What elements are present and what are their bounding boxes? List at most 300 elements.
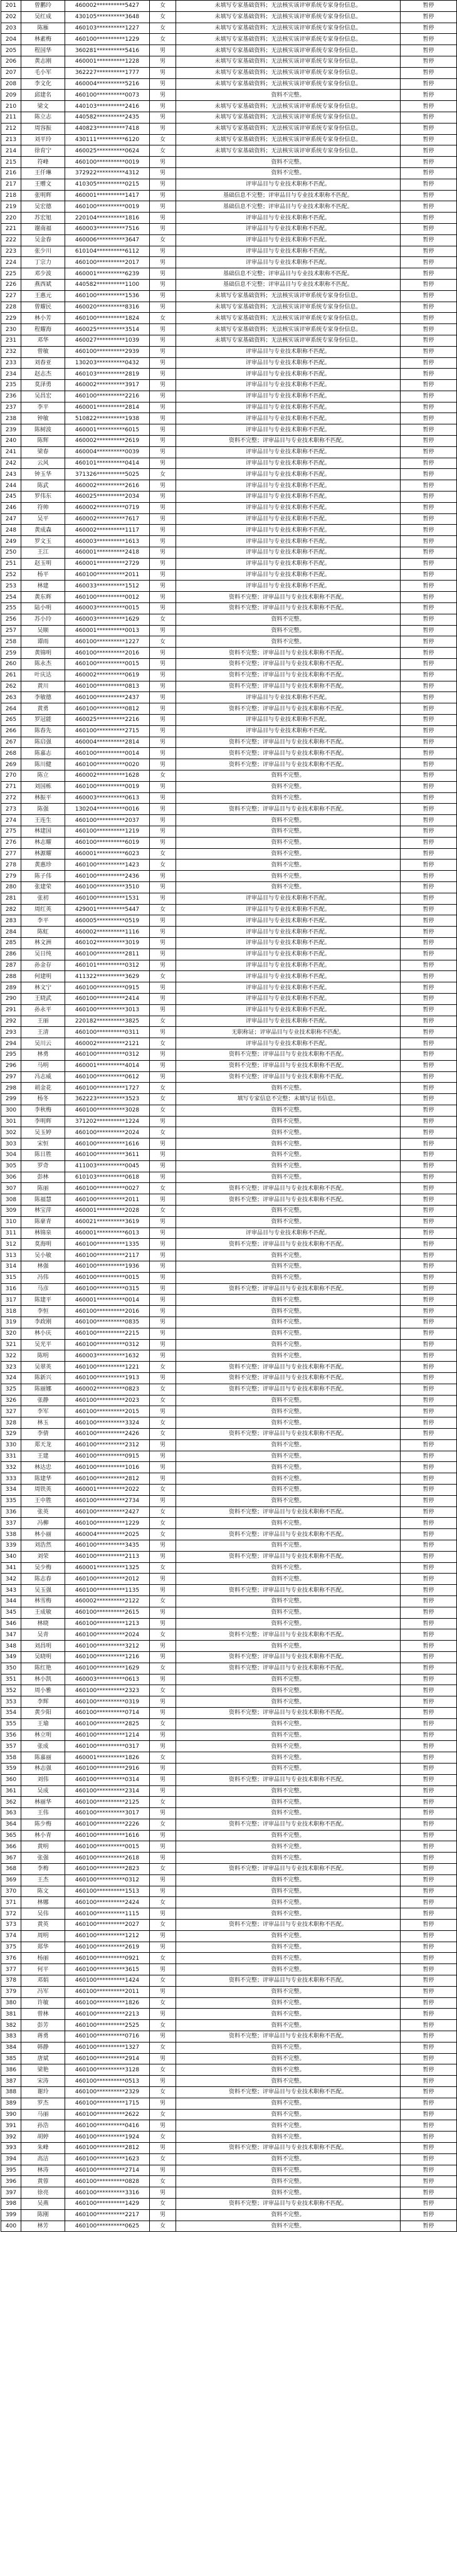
id-number-cell: 460100**********1536: [65, 290, 150, 302]
gender-cell: 男: [150, 1451, 176, 1462]
gender-cell: 男: [150, 1964, 176, 1975]
status-cell: 暂停: [401, 369, 457, 380]
id-number-cell: 460100**********1229: [65, 34, 150, 45]
expert-name-cell: 陆小明: [21, 603, 65, 614]
row-number-cell: 313: [1, 1250, 21, 1261]
row-number-cell: 305: [1, 1160, 21, 1172]
id-number-cell: 460100**********2017: [65, 257, 150, 268]
row-number-cell: 334: [1, 1484, 21, 1495]
review-result-cell: 评审品目与专业技术职称不匹配。: [176, 223, 401, 234]
id-number-cell: 460100**********2424: [65, 1897, 150, 1908]
table-row: [1, 1663, 457, 1674]
row-number-cell: 389: [1, 2098, 21, 2109]
status-cell: 暂停: [401, 1160, 457, 1172]
gender-cell: 男: [150, 725, 176, 737]
table-row: [1, 1864, 457, 1875]
expert-name-cell: 吴金春: [21, 234, 65, 246]
status-cell: 暂停: [401, 1752, 457, 1764]
review-result-cell: 资料不完整；评审品目与专业技术职称不匹配。: [176, 804, 401, 815]
row-number-cell: 302: [1, 1127, 21, 1138]
review-result-cell: 评审品目与专业技术职称不匹配。: [176, 536, 401, 547]
expert-name-cell: 陈文: [21, 1886, 65, 1897]
review-result-cell: 评审品目与专业技术职称不匹配。: [176, 581, 401, 592]
table-row: [1, 2209, 457, 2221]
status-cell: 暂停: [401, 1830, 457, 1841]
table-row: [1, 234, 457, 246]
table-row: [1, 904, 457, 915]
gender-cell: 男: [150, 670, 176, 681]
status-cell: 暂停: [401, 982, 457, 994]
table-row: [1, 268, 457, 280]
id-number-cell: 460001**********1325: [65, 1562, 150, 1574]
id-number-cell: 460001**********4014: [65, 1060, 150, 1071]
row-number-cell: 312: [1, 1239, 21, 1250]
gender-cell: 男: [150, 759, 176, 770]
expert-name-cell: 陈少梅: [21, 1819, 65, 1830]
gender-cell: 男: [150, 1986, 176, 1997]
gender-cell: 男: [150, 1060, 176, 1071]
review-result-cell: 资料不完整。: [176, 1574, 401, 1585]
status-cell: 暂停: [401, 157, 457, 168]
expert-name-cell: 陈永杰: [21, 659, 65, 670]
id-number-cell: 411322**********3629: [65, 971, 150, 982]
gender-cell: 男: [150, 402, 176, 413]
table-row: [1, 391, 457, 402]
id-number-cell: 460027**********1039: [65, 335, 150, 346]
gender-cell: 女: [150, 860, 176, 871]
gender-cell: 女: [150, 1395, 176, 1406]
expert-name-cell: 黄惠珍: [21, 860, 65, 871]
id-number-cell: 460100**********0015: [65, 659, 150, 670]
gender-cell: 男: [150, 1651, 176, 1663]
gender-cell: 女: [150, 1685, 176, 1696]
table-row: [1, 1473, 457, 1485]
status-cell: 暂停: [401, 2209, 457, 2221]
review-result-cell: 资料不完整。: [176, 1540, 401, 1551]
table-row: [1, 536, 457, 547]
row-number-cell: 224: [1, 257, 21, 268]
id-number-cell: 460001**********2814: [65, 402, 150, 413]
table-row: [1, 715, 457, 726]
row-number-cell: 212: [1, 123, 21, 134]
review-result-cell: 资料不完整。: [176, 1841, 401, 1853]
review-result-cell: 未填写专家基础资料；无法核实该评审系统专家身份信息。: [176, 23, 401, 34]
table-row: [1, 123, 457, 134]
expert-name-cell: 唐斌: [21, 2053, 65, 2064]
row-number-cell: 367: [1, 1853, 21, 1864]
table-row: [1, 1808, 457, 1819]
review-result-cell: 评审品目与专业技术职称不匹配。: [176, 971, 401, 982]
expert-name-cell: 陈豪青: [21, 1216, 65, 1228]
row-number-cell: 394: [1, 2153, 21, 2165]
id-number-cell: 460100**********1616: [65, 1138, 150, 1150]
gender-cell: 男: [150, 1439, 176, 1451]
id-number-cell: 460001**********6023: [65, 848, 150, 860]
table-row: [1, 625, 457, 636]
expert-name-cell: 何平: [21, 1964, 65, 1975]
expert-name-cell: 林文洲: [21, 937, 65, 949]
gender-cell: 女: [150, 1997, 176, 2009]
review-result-cell: 资料不完整。: [176, 1797, 401, 1808]
table-row: [1, 290, 457, 302]
expert-name-cell: 王惠元: [21, 290, 65, 302]
row-number-cell: 315: [1, 1272, 21, 1283]
table-row: [1, 1183, 457, 1194]
status-cell: 暂停: [401, 257, 457, 268]
id-number-cell: 460100**********1429: [65, 2198, 150, 2209]
id-number-cell: 460103**********2819: [65, 369, 150, 380]
row-number-cell: 326: [1, 1395, 21, 1406]
id-number-cell: 460001**********6239: [65, 268, 150, 280]
gender-cell: 男: [150, 781, 176, 792]
expert-name-cell: 何建明: [21, 971, 65, 982]
row-number-cell: 349: [1, 1651, 21, 1663]
gender-cell: 男: [150, 1172, 176, 1183]
review-result-cell: 无职称证；评审品目与专业技术职称不匹配。: [176, 1027, 401, 1038]
gender-cell: 男: [150, 1272, 176, 1283]
review-result-cell: 资料不完整。: [176, 2187, 401, 2199]
expert-name-cell: 马丽: [21, 2109, 65, 2120]
status-cell: 暂停: [401, 525, 457, 536]
row-number-cell: 294: [1, 1038, 21, 1049]
expert-name-cell: 陈嘉志: [21, 748, 65, 759]
review-result-cell: 评审品目与专业技术职称不匹配。: [176, 402, 401, 413]
status-cell: 暂停: [401, 1685, 457, 1696]
gender-cell: 男: [150, 1239, 176, 1250]
id-number-cell: 460100**********2011: [65, 569, 150, 581]
review-result-cell: 资料不完整。: [176, 2221, 401, 2232]
gender-cell: 男: [150, 2098, 176, 2109]
table-row: [1, 1897, 457, 1908]
gender-cell: 男: [150, 1540, 176, 1551]
review-result-cell: 评审品目与专业技术职称不匹配。: [176, 715, 401, 726]
status-cell: 暂停: [401, 826, 457, 837]
expert-name-cell: 邓华: [21, 335, 65, 346]
status-cell: 暂停: [401, 1216, 457, 1228]
table-row: [1, 145, 457, 157]
expert-name-cell: 彭芳: [21, 2020, 65, 2031]
status-cell: 暂停: [401, 603, 457, 614]
row-number-cell: 399: [1, 2209, 21, 2221]
review-result-cell: 资料不完整；评审品目与专业技术职称不匹配。: [176, 1049, 401, 1060]
status-cell: 暂停: [401, 1071, 457, 1083]
id-number-cell: 460100**********0915: [65, 1451, 150, 1462]
status-cell: 暂停: [401, 56, 457, 67]
status-cell: 暂停: [401, 1651, 457, 1663]
table-row: [1, 1785, 457, 1797]
gender-cell: 男: [150, 1339, 176, 1350]
review-result-cell: 资料不完整；评审品目与专业技术职称不匹配。: [176, 1529, 401, 1540]
expert-name-cell: 陈武: [21, 480, 65, 492]
review-result-cell: 资料不完整。: [176, 1339, 401, 1350]
id-number-cell: 460100**********0073: [65, 90, 150, 101]
expert-name-cell: 叶庆达: [21, 670, 65, 681]
id-number-cell: 460100**********0915: [65, 982, 150, 994]
review-result-cell: 基础信息不完整；评审品目与专业技术职称不匹配。: [176, 201, 401, 213]
id-number-cell: 360281**********5416: [65, 45, 150, 56]
review-result-cell: 资料不完整。: [176, 1306, 401, 1317]
status-cell: 暂停: [401, 2020, 457, 2031]
row-number-cell: 393: [1, 2143, 21, 2154]
gender-cell: 女: [150, 1429, 176, 1440]
gender-cell: 男: [150, 603, 176, 614]
id-number-cell: 460025**********2034: [65, 492, 150, 503]
row-number-cell: 271: [1, 781, 21, 792]
review-result-cell: 资料不完整。: [176, 2153, 401, 2165]
table-row: [1, 1239, 457, 1250]
table-row: [1, 1518, 457, 1529]
gender-cell: 男: [150, 458, 176, 469]
expert-name-cell: 林勇: [21, 1049, 65, 1060]
row-number-cell: 217: [1, 179, 21, 190]
expert-name-cell: 林芳: [21, 2221, 65, 2232]
row-number-cell: 307: [1, 1183, 21, 1194]
expert-name-cell: 罗奇: [21, 1160, 65, 1172]
status-cell: 暂停: [401, 703, 457, 715]
id-number-cell: 460100**********1212: [65, 1930, 150, 1942]
row-number-cell: 335: [1, 1495, 21, 1506]
row-number-cell: 293: [1, 1027, 21, 1038]
review-result-cell: 资料不完整。: [176, 1317, 401, 1328]
table-row: [1, 1060, 457, 1071]
gender-cell: 女: [150, 1920, 176, 1931]
id-number-cell: 460003**********1613: [65, 536, 150, 547]
status-cell: 暂停: [401, 1942, 457, 1953]
row-number-cell: 289: [1, 982, 21, 994]
expert-name-cell: 黄川: [21, 681, 65, 692]
gender-cell: 女: [150, 1362, 176, 1373]
table-row: [1, 2153, 457, 2165]
table-row: [1, 1228, 457, 1239]
row-number-cell: 240: [1, 436, 21, 447]
table-row: [1, 949, 457, 960]
status-cell: 暂停: [401, 2098, 457, 2109]
review-result-cell: 资料不完整；评审品目与专业技术职称不匹配。: [176, 1183, 401, 1194]
review-result-cell: 资料不完整。: [176, 1785, 401, 1797]
review-result-cell: 基础信息不完整；评审品目与专业技术职称不匹配。: [176, 268, 401, 280]
status-cell: 暂停: [401, 1362, 457, 1373]
table-row: [1, 893, 457, 904]
id-number-cell: 440582**********1100: [65, 279, 150, 290]
row-number-cell: 384: [1, 2042, 21, 2053]
id-number-cell: 460100**********1135: [65, 1585, 150, 1596]
id-number-cell: 460001**********1417: [65, 190, 150, 201]
review-result-cell: 资料不完整；评审品目与专业技术职称不匹配。: [176, 703, 401, 715]
id-number-cell: 460100**********0812: [65, 703, 150, 715]
expert-name-cell: 韩静: [21, 2042, 65, 2053]
expert-name-cell: 程耀海: [21, 324, 65, 335]
status-cell: 暂停: [401, 1518, 457, 1529]
status-cell: 暂停: [401, 804, 457, 815]
review-result-cell: 资料不完整。: [176, 1908, 401, 1920]
status-cell: 暂停: [401, 190, 457, 201]
id-number-cell: 460002**********1117: [65, 525, 150, 536]
table-row: [1, 993, 457, 1004]
review-result-cell: 资料不完整。: [176, 90, 401, 101]
review-result-cell: 资料不完整。: [176, 1484, 401, 1495]
gender-cell: 男: [150, 692, 176, 703]
row-number-cell: 300: [1, 1105, 21, 1116]
status-cell: 暂停: [401, 1150, 457, 1161]
gender-cell: 男: [150, 1328, 176, 1339]
gender-cell: 男: [150, 949, 176, 960]
status-cell: 暂停: [401, 1328, 457, 1339]
expert-name-cell: 李秋梅: [21, 1105, 65, 1116]
row-number-cell: 328: [1, 1417, 21, 1429]
table-row: [1, 1328, 457, 1339]
row-number-cell: 235: [1, 380, 21, 391]
status-cell: 暂停: [401, 1629, 457, 1641]
expert-name-cell: 陈建平: [21, 1295, 65, 1306]
table-row: [1, 1997, 457, 2009]
gender-cell: 男: [150, 1350, 176, 1362]
row-number-cell: 297: [1, 1071, 21, 1083]
table-row: [1, 179, 457, 190]
id-number-cell: 460002**********5427: [65, 1, 150, 12]
expert-name-cell: 罗文玉: [21, 536, 65, 547]
table-row: [1, 1942, 457, 1953]
gender-cell: 男: [150, 101, 176, 112]
expert-name-cell: 孙金存: [21, 960, 65, 971]
id-number-cell: 460100**********2024: [65, 1629, 150, 1641]
row-number-cell: 296: [1, 1060, 21, 1071]
status-cell: 暂停: [401, 1373, 457, 1384]
status-cell: 暂停: [401, 2042, 457, 2053]
expert-name-cell: 吴光平: [21, 1339, 65, 1350]
status-cell: 暂停: [401, 815, 457, 826]
review-result-cell: 评审品目与专业技术职称不匹配。: [176, 446, 401, 458]
gender-cell: 男: [150, 123, 176, 134]
row-number-cell: 397: [1, 2187, 21, 2199]
expert-name-cell: 吴川云: [21, 1038, 65, 1049]
review-result-cell: 资料不完整。: [176, 792, 401, 804]
id-number-cell: 362223**********3523: [65, 1094, 150, 1105]
expert-name-cell: 刘昌明: [21, 1641, 65, 1652]
id-number-cell: 460100**********2016: [65, 1306, 150, 1317]
review-result-cell: 资料不完整。: [176, 614, 401, 625]
review-result-cell: 资料不完整。: [176, 1083, 401, 1094]
row-number-cell: 203: [1, 23, 21, 34]
expert-name-cell: 王伟: [21, 1808, 65, 1819]
row-number-cell: 228: [1, 302, 21, 313]
row-number-cell: 267: [1, 737, 21, 748]
table-row: [1, 1027, 457, 1038]
row-number-cell: 359: [1, 1763, 21, 1774]
id-number-cell: 610103**********0618: [65, 1172, 150, 1183]
review-result-cell: 基础信息不完整；评审品目与专业技术职称不匹配。: [176, 279, 401, 290]
table-row: [1, 681, 457, 692]
row-number-cell: 304: [1, 1150, 21, 1161]
review-result-cell: 资料不完整。: [176, 1395, 401, 1406]
review-result-cell: 未填写专家基础资料；无法核实该评审系统专家身份信息。: [176, 56, 401, 67]
expert-name-cell: 林娜: [21, 1897, 65, 1908]
review-result-cell: 评审品目与专业技术职称不匹配。: [176, 369, 401, 380]
gender-cell: 男: [150, 927, 176, 938]
row-number-cell: 374: [1, 1930, 21, 1942]
status-cell: 暂停: [401, 636, 457, 648]
status-cell: 暂停: [401, 1953, 457, 1964]
id-number-cell: 130204**********0016: [65, 804, 150, 815]
status-cell: 暂停: [401, 1718, 457, 1730]
id-number-cell: 460100**********2427: [65, 1506, 150, 1518]
id-number-cell: 460100**********1513: [65, 1886, 150, 1897]
review-result-cell: 评审品目与专业技术职称不匹配。: [176, 213, 401, 224]
id-number-cell: 460100**********1424: [65, 1975, 150, 1987]
id-number-cell: 460100**********2024: [65, 1127, 150, 1138]
expert-name-cell: 吴玉强: [21, 1585, 65, 1596]
review-result-cell: 资料不完整。: [176, 1160, 401, 1172]
table-row: [1, 157, 457, 168]
row-number-cell: 356: [1, 1730, 21, 1741]
table-row: [1, 692, 457, 703]
expert-name-cell: 谢玲: [21, 2087, 65, 2098]
status-cell: 暂停: [401, 2165, 457, 2176]
review-result-cell: 资料不完整。: [176, 2209, 401, 2221]
id-number-cell: 460100**********0828: [65, 2176, 150, 2187]
review-result-cell: 评审品目与专业技术职称不匹配。: [176, 391, 401, 402]
table-row: [1, 2098, 457, 2109]
review-result-cell: 资料不完整。: [176, 1752, 401, 1764]
expert-name-cell: 刘春亚: [21, 357, 65, 369]
table-row: [1, 502, 457, 513]
table-row: [1, 1127, 457, 1138]
expert-name-cell: 吴玉婷: [21, 1127, 65, 1138]
expert-name-cell: 吴伟: [21, 1908, 65, 1920]
table-row: [1, 1484, 457, 1495]
review-result-cell: 资料不完整。: [176, 1462, 401, 1473]
expert-name-cell: 李政刚: [21, 1317, 65, 1328]
review-result-cell: 资料不完整；评审品目与专业技术职称不匹配。: [176, 1707, 401, 1718]
table-row: [1, 826, 457, 837]
row-number-cell: 278: [1, 860, 21, 871]
id-number-cell: 371326**********5025: [65, 469, 150, 480]
status-cell: 暂停: [401, 1920, 457, 1931]
table-row: [1, 1551, 457, 1562]
row-number-cell: 263: [1, 692, 21, 703]
status-cell: 暂停: [401, 1272, 457, 1283]
id-number-cell: 460100**********3611: [65, 1150, 150, 1161]
table-row: [1, 190, 457, 201]
status-cell: 暂停: [401, 223, 457, 234]
expert-name-cell: 罗伟东: [21, 492, 65, 503]
status-cell: 暂停: [401, 915, 457, 927]
gender-cell: 男: [150, 1283, 176, 1295]
row-number-cell: 201: [1, 1, 21, 12]
status-cell: 暂停: [401, 413, 457, 424]
expert-name-cell: 刘荣: [21, 1551, 65, 1562]
status-cell: 暂停: [401, 659, 457, 670]
table-row: [1, 1451, 457, 1462]
table-row: [1, 1730, 457, 1741]
review-result-cell: 评审品目与专业技术职称不匹配。: [176, 1016, 401, 1027]
expert-name-cell: 张静: [21, 1395, 65, 1406]
gender-cell: 男: [150, 492, 176, 503]
row-number-cell: 231: [1, 335, 21, 346]
gender-cell: 女: [150, 1953, 176, 1964]
row-number-cell: 269: [1, 759, 21, 770]
gender-cell: 女: [150, 2020, 176, 2031]
gender-cell: 男: [150, 1585, 176, 1596]
expert-name-cell: 赵玉明: [21, 558, 65, 569]
id-number-cell: 460100**********0012: [65, 592, 150, 603]
id-number-cell: 460100**********2823: [65, 1864, 150, 1875]
expert-name-cell: 梁艳: [21, 2064, 65, 2076]
gender-cell: 男: [150, 1373, 176, 1384]
gender-cell: 男: [150, 748, 176, 759]
expert-name-cell: 王晓武: [21, 993, 65, 1004]
row-number-cell: 299: [1, 1094, 21, 1105]
expert-name-cell: 孙浩: [21, 2120, 65, 2132]
